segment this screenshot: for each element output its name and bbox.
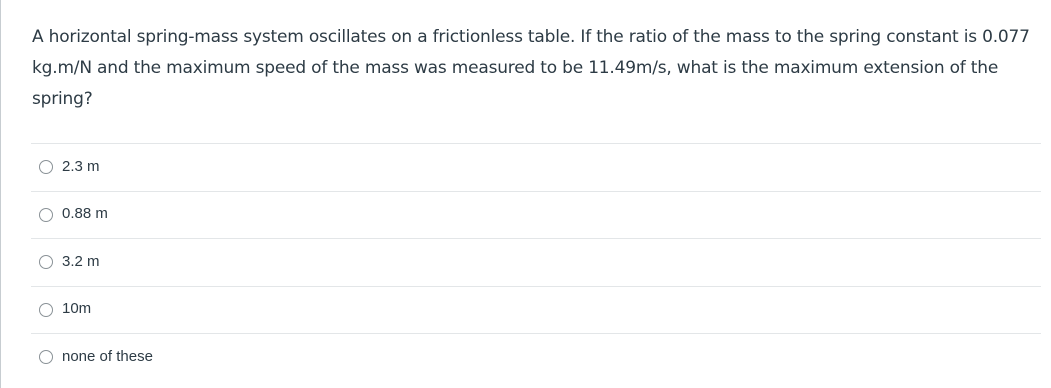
- radio-button-icon[interactable]: [39, 160, 53, 174]
- radio-button-icon[interactable]: [39, 255, 53, 269]
- answer-list: [31, 143, 1041, 381]
- radio-button-icon[interactable]: [39, 208, 53, 222]
- answer-option-3[interactable]: [31, 238, 1041, 286]
- answer-option-5[interactable]: [31, 333, 1041, 381]
- answer-label: 0.88 m: [62, 205, 108, 223]
- answer-label: none of these: [62, 347, 153, 365]
- answer-label: 10m: [62, 300, 92, 318]
- answer-option-2[interactable]: [31, 191, 1041, 239]
- answer-option-1[interactable]: [31, 143, 1041, 191]
- question-text: A horizontal spring-mass system oscillates on a frictionless table. If the ratio of the mass to the spring constant is 0.077 kg.m/N and the maximum speed of the mass was measured to be 11.49m/s, what is the maximum extension of the spring?: [32, 27, 1030, 109]
- answer-label: 2.3 m: [62, 157, 100, 175]
- radio-button-icon[interactable]: [39, 303, 53, 317]
- answer-label: 3.2 m: [62, 252, 100, 270]
- radio-button-icon[interactable]: [39, 350, 53, 364]
- answer-option-4[interactable]: [31, 286, 1041, 334]
